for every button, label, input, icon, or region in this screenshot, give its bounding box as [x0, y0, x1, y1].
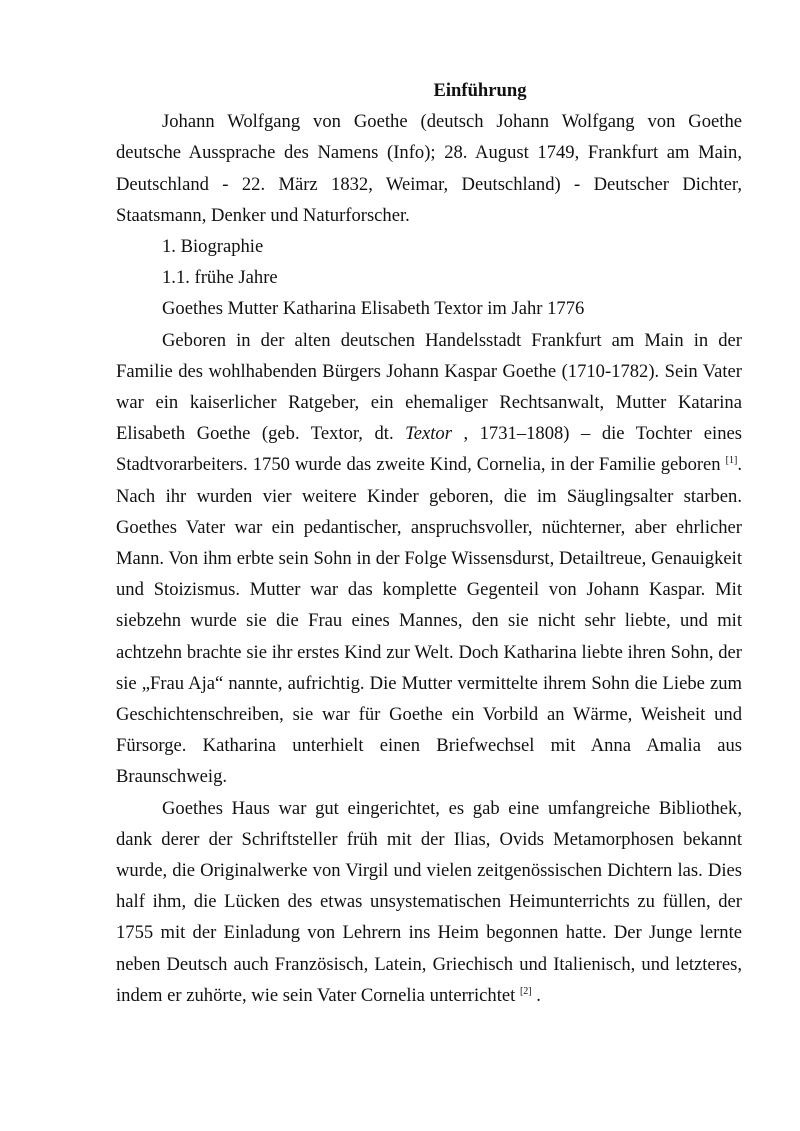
document-page [116, 75, 742, 1011]
image-caption: Goethes Mutter Katharina Elisabeth Textor im Jahr 1776 [162, 298, 585, 320]
paragraph-text: . Nach ihr wurden vier weitere Kinder geboren, die im Säuglingsalter starben. Goethes Vater war ein pedantischer, anspruchsvoller, nüchterner, aber ehrlicher Mann. Von ihm erbte sein Sohn in der Folge Wissensdurst, Detailtreue, Genauigkeit und Stoizismus. Mutter war das komplette Gegenteil von Johann Kaspar. Mit siebzehn wurde sie die Frau eines Mannes, den sie nicht sehr liebte, und mit achtzehn brachte sie ihr erstes Kind zur Welt. Doch Katharina liebte ihren Sohn, der sie „Frau Aja“ nannte, aufrichtig. Die Mutter vermittelte ihrem Sohn die Liebe zum Geschichtenschreiben, sie war für Goethe ein Vorbild an Wärme, Weisheit und Fürsorge. Katharina unterhielt einen Briefwechsel mit Anna Amalia aus Braunschweig. [116, 454, 742, 788]
italic-term: Textor [405, 423, 452, 445]
footnote-reference-2[interactable]: [2] [519, 985, 532, 997]
paragraph-text: , 1731–1808) – die Tochter eines Stadtvorarbeiters. 1750 wurde das zweite Kind, Cornelia, in der Familie geboren [116, 423, 742, 476]
page-title: Einführung [433, 80, 527, 101]
intro-paragraph: Johann Wolfgang von Goethe (deutsch Johann Wolfgang von Goethe deutsche Aussprache des Namens (Info); 28. August 1749, Frankfurt am Main, Deutschland - 22. März 1832, Weimar, Deutschland) - Deutscher Dichter, Staatsmann, Denker und Naturforscher. [116, 111, 742, 226]
body-paragraph-1 [116, 325, 742, 793]
section-heading-biographie: 1. Biographie [162, 236, 264, 258]
paragraph-text: . [531, 984, 541, 1006]
paragraph-text: Goethes Haus war gut eingerichtet, es gab eine umfangreiche Bibliothek, dank derer der Schriftsteller früh mit der Ilias, Ovids Metamorphosen bekannt wurde, die Originalwerke von Virgil und vielen zeitgenössischen Dichtern las. Dies half ihm, die Lücken des etwas unsystematischen Heimunterrichts zu füllen, der 1755 mit der Einladung von Lehrern ins Heim begonnen hatte. Der Junge lernte neben Deutsch auch Französisch, Latein, Griechisch und Italienisch, und letzteres, indem er zuhörte, wie sein Vater Cornelia unterrichtet [116, 797, 742, 1006]
footnote-reference-1[interactable]: [1] [725, 455, 738, 467]
subsection-heading-fruehe-jahre: 1.1. frühe Jahre [162, 267, 278, 289]
body-paragraph-2 [116, 793, 742, 1011]
paragraph-text: Geboren in der alten deutschen Handelsstadt Frankfurt am Main in der Familie des wohlhabenden Bürgers Johann Kaspar Goethe (1710-1782). Sein Vater war ein kaiserlicher Ratgeber, ein ehemaliger Rechtsanwalt, Mutter Katarina Elisabeth Goethe (geb. Textor, dt. [116, 329, 742, 445]
